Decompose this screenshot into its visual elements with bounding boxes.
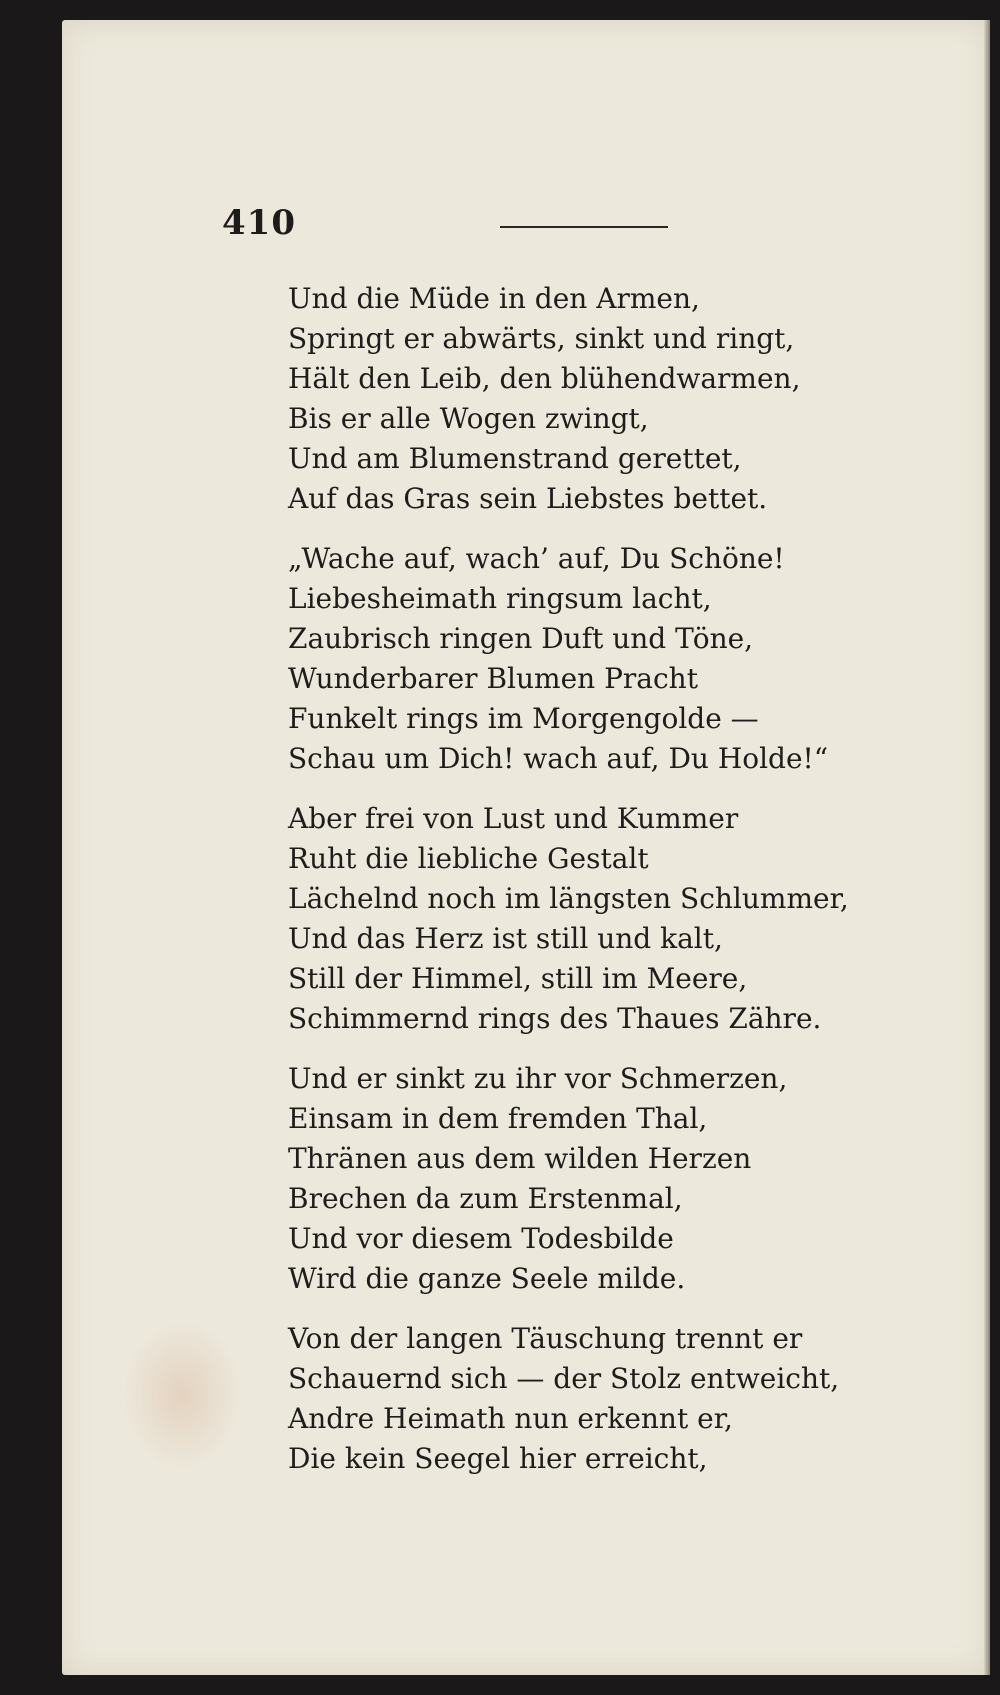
- verse-line: Lächelnd noch im längsten Schlummer,: [288, 882, 849, 915]
- verse-line: Wunderbarer Blumen Pracht: [288, 662, 698, 695]
- verse-line: Thränen aus dem wilden Herzen: [288, 1142, 752, 1175]
- verse-line: Brechen da zum Erstenmal,: [288, 1182, 683, 1215]
- verse-line: Und das Herz ist still und kalt,: [288, 922, 723, 955]
- verse-line: Die kein Seegel hier erreicht,: [288, 1442, 708, 1475]
- header-rule: [500, 226, 668, 228]
- verse-line: Hält den Leib, den blühendwarmen,: [288, 362, 801, 395]
- stanza: [288, 1059, 948, 1299]
- verse-line: Funkelt rings im Morgengolde —: [288, 702, 759, 735]
- verse-line: Schau um Dich! wach auf, Du Holde!“: [288, 742, 829, 775]
- verse-line: Und am Blumenstrand gerettet,: [288, 442, 742, 475]
- poem: [288, 279, 948, 1499]
- verse-line: Und die Müde in den Armen,: [288, 282, 700, 315]
- verse-line: Zaubrisch ringen Duft und Töne,: [288, 622, 754, 655]
- verse-line: Still der Himmel, still im Meere,: [288, 962, 748, 995]
- verse-line: Einsam in dem fremden Thal,: [288, 1102, 708, 1135]
- verse-line: Ruht die liebliche Gestalt: [288, 842, 649, 875]
- verse-line: Bis er alle Wogen zwingt,: [288, 402, 649, 435]
- verse-line: Liebesheimath ringsum lacht,: [288, 582, 712, 615]
- book-page: [62, 20, 990, 1675]
- stanza: [288, 539, 948, 779]
- verse-line: Und vor diesem Todesbilde: [288, 1222, 674, 1255]
- page-number: 410: [222, 203, 296, 243]
- verse-line: Auf das Gras sein Liebstes bettet.: [288, 482, 768, 515]
- page-stain: [122, 1320, 242, 1470]
- verse-line: Springt er abwärts, sinkt und ringt,: [288, 322, 795, 355]
- verse-line: Andre Heimath nun erkennt er,: [288, 1402, 733, 1435]
- stanza: [288, 1319, 948, 1479]
- verse-line: Schauernd sich — der Stolz entweicht,: [288, 1362, 840, 1395]
- verse-line: Schimmernd rings des Thaues Zähre.: [288, 1002, 822, 1035]
- verse-line: Von der langen Täuschung trennt er: [288, 1322, 803, 1355]
- stanza: [288, 799, 948, 1039]
- stanza: [288, 279, 948, 519]
- page-edge: [984, 20, 990, 1675]
- verse-line: Und er sinkt zu ihr vor Schmerzen,: [288, 1062, 788, 1095]
- verse-line: Aber frei von Lust und Kummer: [288, 802, 739, 835]
- verse-line: Wird die ganze Seele milde.: [288, 1262, 686, 1295]
- verse-line: „Wache auf, wach’ auf, Du Schöne!: [288, 542, 785, 575]
